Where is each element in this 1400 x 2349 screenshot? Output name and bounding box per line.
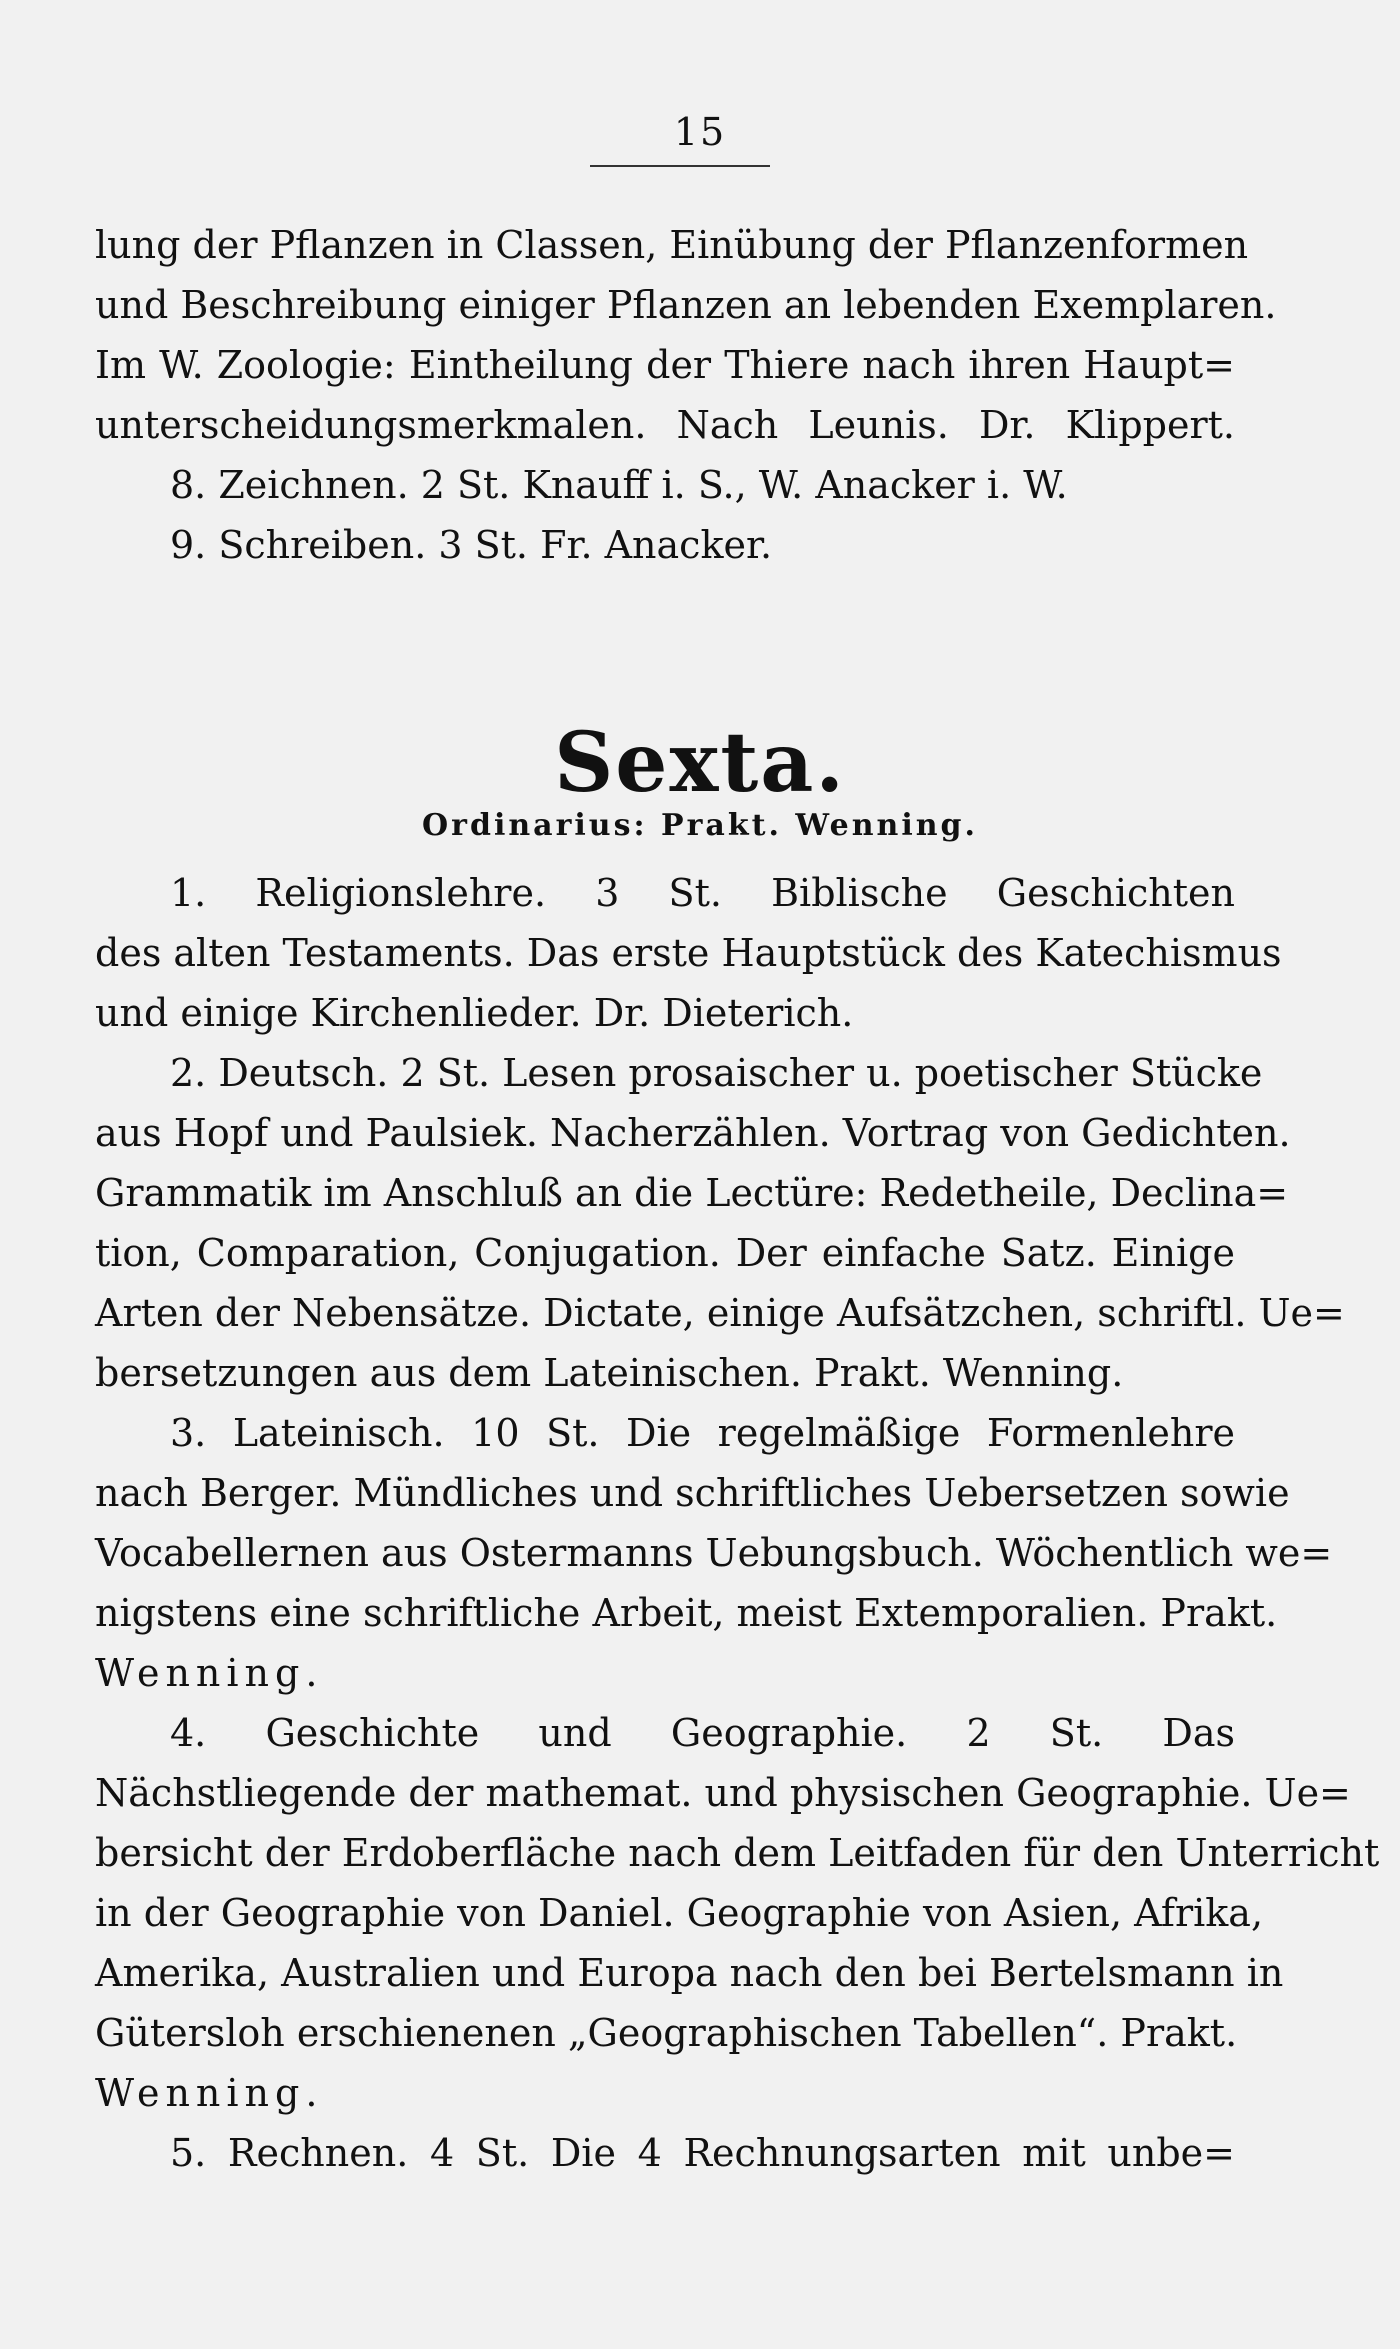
course-list [95,863,1380,2183]
text-line: unterscheidungsmerkmalen. Nach Leunis. Dr. Klippert. [95,403,1235,447]
header-rule [590,165,770,167]
text-line: bersicht der Erdoberfläche nach dem Leitfaden für den Unterricht [95,1831,1380,1875]
text-line: Nächstliegende der mathemat. und physischen Geographie. Ue= [95,1771,1351,1815]
text-line: Wenning. [95,1651,324,1695]
text-line: Amerika, Australien und Europa nach den bei Bertelsmann in [95,1951,1284,1995]
text-line: aus Hopf und Paulsiek. Nacherzählen. Vortrag von Gedichten. [95,1111,1291,1155]
text-line: 5. Rechnen. 4 St. Die 4 Rechnungsarten mit unbe= [170,2131,1235,2175]
text-line: Im W. Zoologie: Eintheilung der Thiere nach ihren Haupt= [95,343,1235,387]
text-line: 4. Geschichte und Geographie. 2 St. Das [170,1711,1235,1755]
text-line: lung der Pflanzen in Classen, Einübung der Pflanzenformen [95,223,1249,267]
text-line: 9. Schreiben. 3 St. Fr. Anacker. [170,523,773,567]
top-paragraph [95,215,1277,575]
text-line: 3. Lateinisch. 10 St. Die regelmäßige Formenlehre [170,1411,1235,1455]
text-line: nach Berger. Mündliches und schriftliches Uebersetzen sowie [95,1471,1290,1515]
text-line: des alten Testaments. Das erste Hauptstück des Katechismus [95,931,1282,975]
text-line: 1. Religionslehre. 3 St. Biblische Geschichten [170,871,1235,915]
text-line: tion, Comparation, Conjugation. Der einfache Satz. Einige [95,1231,1235,1275]
page-number: 15 [673,110,727,154]
text-line: 8. Zeichnen. 2 St. Knauff i. S., W. Anacker i. W. [170,463,1068,507]
text-line: Gütersloh erschienenen „Geographischen Tabellen“. Prakt. [95,2011,1238,2055]
text-line: und einige Kirchenlieder. Dr. Dieterich. [95,991,854,1035]
text-line: Wenning. [95,2071,324,2115]
text-line: nigstens eine schriftliche Arbeit, meist Extemporalien. Prakt. [95,1591,1278,1635]
text-line: in der Geographie von Daniel. Geographie von Asien, Afrika, [95,1891,1264,1935]
text-line: und Beschreibung einiger Pflanzen an lebenden Exemplaren. [95,283,1277,327]
ordinarius-line: Ordinarius: Prakt. Wenning. [422,808,978,843]
text-line: Arten der Nebensätze. Dictate, einige Aufsätzchen, schriftl. Ue= [95,1291,1345,1335]
section-heading: Sexta. [554,715,846,811]
text-line: 2. Deutsch. 2 St. Lesen prosaischer u. poetischer Stücke [170,1051,1263,1095]
text-line: Grammatik im Anschluß an die Lectüre: Redetheile, Declina= [95,1171,1289,1215]
text-line: Vocabellernen aus Ostermanns Uebungsbuch. Wöchentlich we= [95,1531,1333,1575]
text-line: bersetzungen aus dem Lateinischen. Prakt. Wenning. [95,1351,1124,1395]
